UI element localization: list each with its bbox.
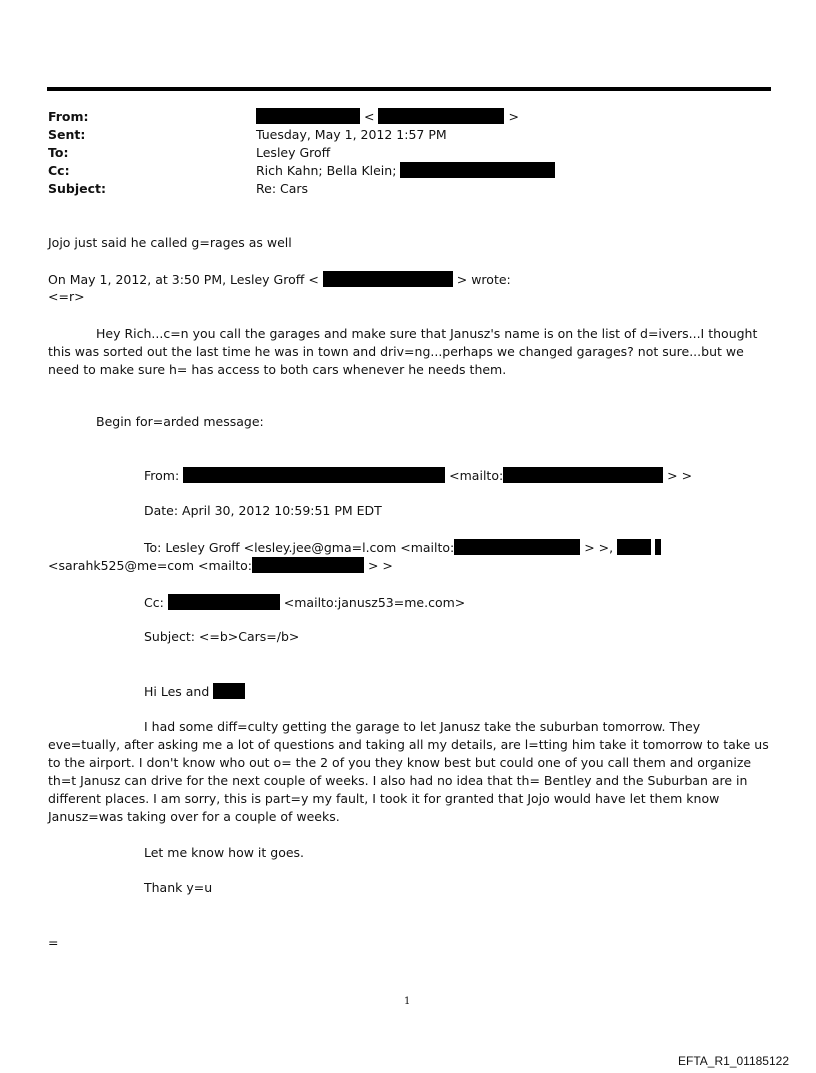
redacted-block	[503, 467, 663, 483]
from-value	[256, 108, 519, 124]
from-bracket-open: <	[363, 109, 375, 124]
body-paragraph: Hey Rich...c=n you call the garages and make sure that Janusz's name is on the list of d=ivers...I thought this was sorted out the last time he was in town and driv=ng...perhaps we changed garages? not sure...but we need to make sure h= has access to both cars whenever he needs them.	[48, 326, 758, 377]
fwd-from-label: From:	[144, 468, 180, 483]
fwd-to-line2-text: <sarahk525@me=com <mailto:	[48, 558, 252, 573]
document-id: EFTA_R1_01185122	[678, 1054, 789, 1068]
body-line-1: Jojo just said he called g=rages as well	[48, 235, 292, 250]
cc-label: Cc:	[48, 163, 70, 178]
fwd-to-text: To: Lesley Groff <lesley.jee@gma=l.com <mailto:	[144, 540, 455, 555]
redacted-block	[252, 557, 364, 573]
fwd-to-mid: > >,	[584, 540, 614, 555]
header-rule	[47, 87, 771, 91]
redacted-block	[183, 467, 445, 483]
fwd-cc-mailto: <mailto:janusz53=me.com>	[283, 595, 466, 610]
quote-tag: <=r>	[48, 289, 85, 304]
cc-value	[256, 162, 555, 178]
to-label: To:	[48, 145, 69, 160]
subject-label: Subject:	[48, 181, 106, 196]
redacted-block	[378, 108, 504, 124]
quote-intro-end: > wrote:	[456, 272, 511, 287]
fwd-from	[144, 467, 692, 483]
fwd-thanks: Thank y=u	[144, 880, 213, 895]
fwd-closing: Let me know how it goes.	[144, 845, 305, 860]
fwd-date: Date: April 30, 2012 10:59:51 PM EDT	[144, 503, 382, 518]
redacted-block	[323, 271, 453, 287]
redacted-block	[655, 539, 661, 555]
redacted-block	[617, 539, 651, 555]
fwd-greeting-text: Hi Les and	[144, 684, 210, 699]
sent-label: Sent:	[48, 127, 86, 142]
forwarded-intro: Begin for=arded message:	[96, 414, 264, 429]
subject-value: Re: Cars	[256, 181, 309, 196]
cc-text: Rich Kahn; Bella Klein;	[256, 163, 397, 178]
fwd-to	[144, 539, 661, 555]
sent-value: Tuesday, May 1, 2012 1:57 PM	[256, 127, 447, 142]
fwd-cc	[144, 594, 465, 610]
redacted-block	[400, 162, 555, 178]
fwd-from-mailto: <mailto:	[449, 468, 504, 483]
redacted-block	[454, 539, 580, 555]
fwd-subject: Subject: <=b>Cars=/b>	[144, 629, 300, 644]
quote-intro-text: On May 1, 2012, at 3:50 PM, Lesley Groff <	[48, 272, 319, 287]
from-bracket-close: >	[508, 109, 519, 124]
to-value: Lesley Groff	[256, 145, 331, 160]
quote-intro	[48, 271, 511, 287]
fwd-cc-label: Cc:	[144, 595, 164, 610]
fwd-greeting	[144, 683, 245, 699]
redacted-block	[168, 594, 280, 610]
from-label: From:	[48, 109, 89, 124]
fwd-from-end: > >	[667, 468, 693, 483]
page-number: 1	[404, 996, 411, 1007]
fwd-paragraph: I had some diff=culty getting the garage to let Janusz take the suburban tomorrow. They eve=tually, after asking me a lot of questions and taking all my details, are l=tting him take it tomorrow to take us to the airport. I don't know who out o= the 2 of you they know best but could one of you call them and organize th=t Janusz can drive for the next couple of weeks. I also had no idea that th= Bentley and the Suburban are in different places. I am sorry, this is part=y my fault, I took it for granted that Jojo would have let them know Janusz=was taking over for a couple of weeks.	[48, 719, 769, 824]
redacted-block	[213, 683, 245, 699]
redacted-block	[256, 108, 360, 124]
fwd-to-line2-end: > >	[367, 558, 393, 573]
trailer-mark: =	[48, 935, 59, 950]
fwd-to-line2	[48, 557, 393, 573]
